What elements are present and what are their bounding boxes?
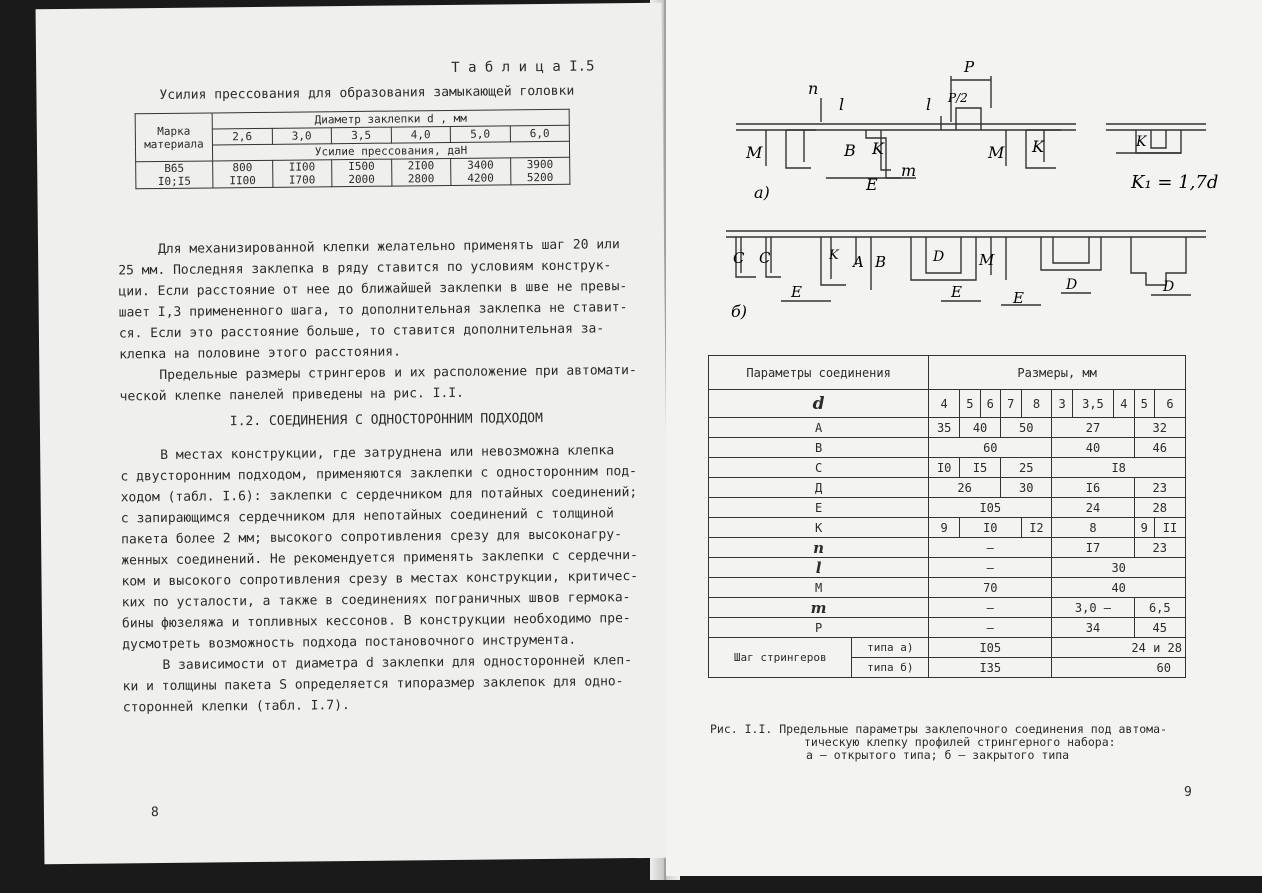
row-name: В bbox=[709, 438, 929, 458]
fig-label-k1: K₁ = 1,7d bbox=[1131, 172, 1219, 193]
fig-label-C: C bbox=[733, 249, 745, 267]
cell: I05 bbox=[929, 638, 1052, 658]
fig-label-l2: l bbox=[926, 95, 932, 114]
fig-label-M: M bbox=[746, 143, 763, 162]
right-page bbox=[666, 0, 1262, 876]
para-1-line: ся. Если это расстояние больше, то ставится дополнительная за- bbox=[118, 321, 605, 342]
cell: 60 bbox=[929, 438, 1052, 458]
para-4-line: сторонней клепки (табл. I.7). bbox=[122, 698, 350, 716]
para-3-line: ходом (табл. I.6): заклепки с сердечником для потайных соединений; bbox=[120, 485, 638, 506]
d-value: 4 bbox=[929, 390, 960, 418]
table-1-5 bbox=[135, 109, 571, 190]
cell: – bbox=[929, 558, 1052, 578]
para-1-line: 25 мм. Последняя заклепка в ряду ставится по условиям конструк- bbox=[118, 258, 612, 279]
diameter-cell: 6,0 bbox=[510, 125, 570, 142]
cell: – bbox=[929, 618, 1052, 638]
cell: 23 bbox=[1134, 478, 1185, 498]
fig-label-m: m bbox=[901, 161, 917, 180]
cell: I05 bbox=[929, 498, 1052, 518]
cell: 32 bbox=[1134, 418, 1185, 438]
para-2-line: ческой клепке панелей приведены на рис. I.I. bbox=[119, 385, 465, 405]
force-cell: 3400 4200 bbox=[451, 158, 511, 186]
para-1-line: ции. Если расстояние от нее до ближайшей заклепки в шве не превы- bbox=[118, 279, 628, 300]
cell: I7 bbox=[1052, 538, 1134, 558]
para-3-line: В местах конструкции, где затруднена или невозможна клепка bbox=[160, 443, 615, 464]
para-1-line: клепка на половине этого расстояния. bbox=[119, 344, 401, 363]
force-cell: II00 I700 bbox=[272, 160, 332, 188]
caption-line: а – открытого типа; б – закрытого типа bbox=[806, 748, 1070, 762]
diameter-cell: 2,6 bbox=[212, 128, 272, 145]
row-name: С bbox=[709, 458, 929, 478]
row-name: m bbox=[709, 598, 929, 618]
caption-line: Рис. I.I. Предельные параметры заклепочного соединения под автома- bbox=[710, 722, 1167, 736]
fig-label-E: E bbox=[866, 175, 878, 194]
row-name: Д bbox=[709, 478, 929, 498]
cell: 25 bbox=[1001, 458, 1052, 478]
row-name: l bbox=[709, 558, 929, 578]
cell: I8 bbox=[1052, 458, 1186, 478]
cell: 9 bbox=[1134, 518, 1154, 538]
cell: 8 bbox=[1052, 518, 1134, 538]
fig-label-b: б) bbox=[731, 302, 748, 321]
section-heading: I.2. СОЕДИНЕНИЯ С ОДНОСТОРОННИМ ПОДХОДОМ bbox=[229, 411, 544, 430]
cell: 50 bbox=[1001, 418, 1052, 438]
para-3-line: пакета более 2 мм; высокого сопротивления срезу для высоконагру- bbox=[121, 527, 623, 548]
cell: 24 bbox=[1052, 498, 1134, 518]
para-4-line: ки и толщины пакета S определяется типоразмер заклепок для одно- bbox=[122, 674, 624, 695]
step-label: Шаг стрингеров bbox=[709, 638, 852, 678]
d-value: 6 bbox=[980, 390, 1000, 418]
force-cell: 800 II00 bbox=[213, 160, 273, 188]
para-3-line: бины фюзеляжа и топливных кессонов. В конструкции необходимо пре- bbox=[121, 611, 631, 632]
parameters-table bbox=[708, 355, 1186, 678]
row-name: Р bbox=[709, 618, 929, 638]
cell: 3,0 – bbox=[1052, 598, 1134, 618]
diameter-cell: 5,0 bbox=[450, 126, 510, 143]
cell: 6,5 bbox=[1134, 598, 1185, 618]
d-value: 4 bbox=[1114, 390, 1134, 418]
force-cell: 3900 5200 bbox=[510, 157, 570, 185]
cell: I6 bbox=[1052, 478, 1134, 498]
cell: II bbox=[1155, 518, 1186, 538]
figure-closed-stringers bbox=[721, 215, 1221, 325]
fig-label-E3: E bbox=[951, 283, 962, 301]
row-name: М bbox=[709, 578, 929, 598]
cell: 28 bbox=[1134, 498, 1185, 518]
d-value: 3,5 bbox=[1072, 390, 1113, 418]
cell: – bbox=[929, 538, 1052, 558]
d-value: 6 bbox=[1155, 390, 1186, 418]
row-name: Е bbox=[709, 498, 929, 518]
fig-label-A: A bbox=[853, 253, 864, 271]
cell: I35 bbox=[929, 658, 1052, 678]
header-force: Усилие прессования, даН bbox=[212, 141, 569, 161]
cell: 35 bbox=[929, 418, 960, 438]
header-diameter: Диаметр заклепки d , мм bbox=[212, 109, 569, 129]
force-cell: 2I00 2800 bbox=[391, 158, 451, 186]
fig-label-B: B bbox=[844, 141, 856, 160]
cell: 40 bbox=[1052, 578, 1186, 598]
fig-label-D3: D bbox=[1163, 279, 1175, 295]
d-value: 5 bbox=[1134, 390, 1154, 418]
fig-label-K3: K bbox=[1136, 134, 1147, 150]
type-a-label: типа а) bbox=[852, 638, 929, 658]
fig-label-K2: K bbox=[1032, 137, 1044, 156]
fig-label-B2: B bbox=[875, 253, 887, 271]
d-label: d bbox=[709, 390, 929, 418]
fig-label-C2: C bbox=[759, 249, 771, 267]
cell: 34 bbox=[1052, 618, 1134, 638]
row-name: К bbox=[709, 518, 929, 538]
fig-label-K: K bbox=[872, 139, 884, 158]
cell: 9 bbox=[929, 518, 960, 538]
para-4-line: В зависимости от диаметра d заклепки для односторонней клеп- bbox=[162, 653, 633, 674]
fig-label-P2: P/2 bbox=[948, 91, 968, 105]
diameter-cell: 4,0 bbox=[391, 126, 451, 143]
para-3-line: дусмотреть возможность подхода постановочного инструмента. bbox=[122, 632, 577, 653]
fig-label-D: D bbox=[933, 249, 945, 265]
para-3-line: женных соединений. Не рекомендуется применять заклепки с сердечни- bbox=[121, 548, 638, 569]
cell: 60 bbox=[1052, 658, 1186, 678]
cell: – bbox=[929, 598, 1052, 618]
para-1-line: шает I,3 примененного шага, то дополнительная заклепка не ставит- bbox=[118, 300, 628, 321]
cell: 26 bbox=[929, 478, 1001, 498]
page-number-right: 9 bbox=[1184, 785, 1192, 800]
cell: I0 bbox=[929, 458, 960, 478]
d-value: 7 bbox=[1001, 390, 1021, 418]
fig-label-n: n bbox=[808, 79, 819, 98]
fig-label-M2: M bbox=[988, 143, 1005, 162]
diameter-cell: 3,5 bbox=[331, 127, 391, 144]
para-3-line: с двусторонним подходом, применяются заклепки с односторонним под- bbox=[120, 464, 638, 485]
cell: 30 bbox=[1052, 558, 1186, 578]
cell: 70 bbox=[929, 578, 1052, 598]
cell: 40 bbox=[1052, 438, 1134, 458]
cell: 40 bbox=[960, 418, 1001, 438]
para-3-line: с запирающимся сердечником для непотайных соединений с толщиной bbox=[120, 506, 615, 527]
header-params: Параметры соединения bbox=[709, 356, 929, 390]
d-value: 3 bbox=[1052, 390, 1072, 418]
cell: I5 bbox=[960, 458, 1001, 478]
cell: 27 bbox=[1052, 418, 1134, 438]
para-3-line: ком и высокого сопротивления срезу в местах конструкции, критичес- bbox=[121, 569, 639, 590]
cell: 24 и 28 bbox=[1052, 638, 1186, 658]
para-2-line: Предельные размеры стрингеров и их расположение при автомати- bbox=[159, 363, 637, 384]
d-value: 8 bbox=[1021, 390, 1052, 418]
cell: I0 bbox=[960, 518, 1021, 538]
fig-label-E4: E bbox=[1013, 289, 1024, 307]
para-1-line: Для механизированной клепки желательно применять шаг 20 или bbox=[157, 237, 620, 258]
figure-open-stringers bbox=[726, 58, 1226, 208]
header-sizes: Размеры, мм bbox=[929, 356, 1186, 390]
page-number-left: 8 bbox=[150, 805, 159, 821]
fig-label-M3: M bbox=[979, 251, 995, 269]
caption-line: тическую клепку профилей стрингерного набора: bbox=[804, 735, 1116, 749]
fig-label-P: P bbox=[964, 58, 975, 76]
table-title: Усилия прессования для образования замыкающей головки bbox=[159, 83, 575, 104]
fig-label-K4: K bbox=[829, 248, 839, 263]
row-name: n bbox=[709, 538, 929, 558]
para-3-line: ких по усталости, а также в соединениях пограничных швов гермока- bbox=[121, 590, 631, 611]
material-cell: В65 I0;I5 bbox=[136, 161, 213, 189]
cell: 46 bbox=[1134, 438, 1185, 458]
type-b-label: типа б) bbox=[852, 658, 929, 678]
table-label: Т а б л и ц а I.5 bbox=[451, 58, 595, 76]
cell: 23 bbox=[1134, 538, 1185, 558]
left-page bbox=[36, 3, 671, 865]
header-material: Марка материала bbox=[135, 113, 212, 162]
fig-label-D2: D bbox=[1066, 277, 1078, 293]
fig-label-E2: E bbox=[791, 283, 802, 301]
fig-label-a: а) bbox=[754, 183, 770, 202]
diameter-cell: 3,0 bbox=[272, 128, 332, 145]
cell: I2 bbox=[1021, 518, 1052, 538]
cell: 30 bbox=[1001, 478, 1052, 498]
cell: 45 bbox=[1134, 618, 1185, 638]
fig-label-l: l bbox=[839, 95, 845, 114]
d-value: 5 bbox=[960, 390, 980, 418]
force-cell: I500 2000 bbox=[332, 159, 392, 187]
row-name: А bbox=[709, 418, 929, 438]
